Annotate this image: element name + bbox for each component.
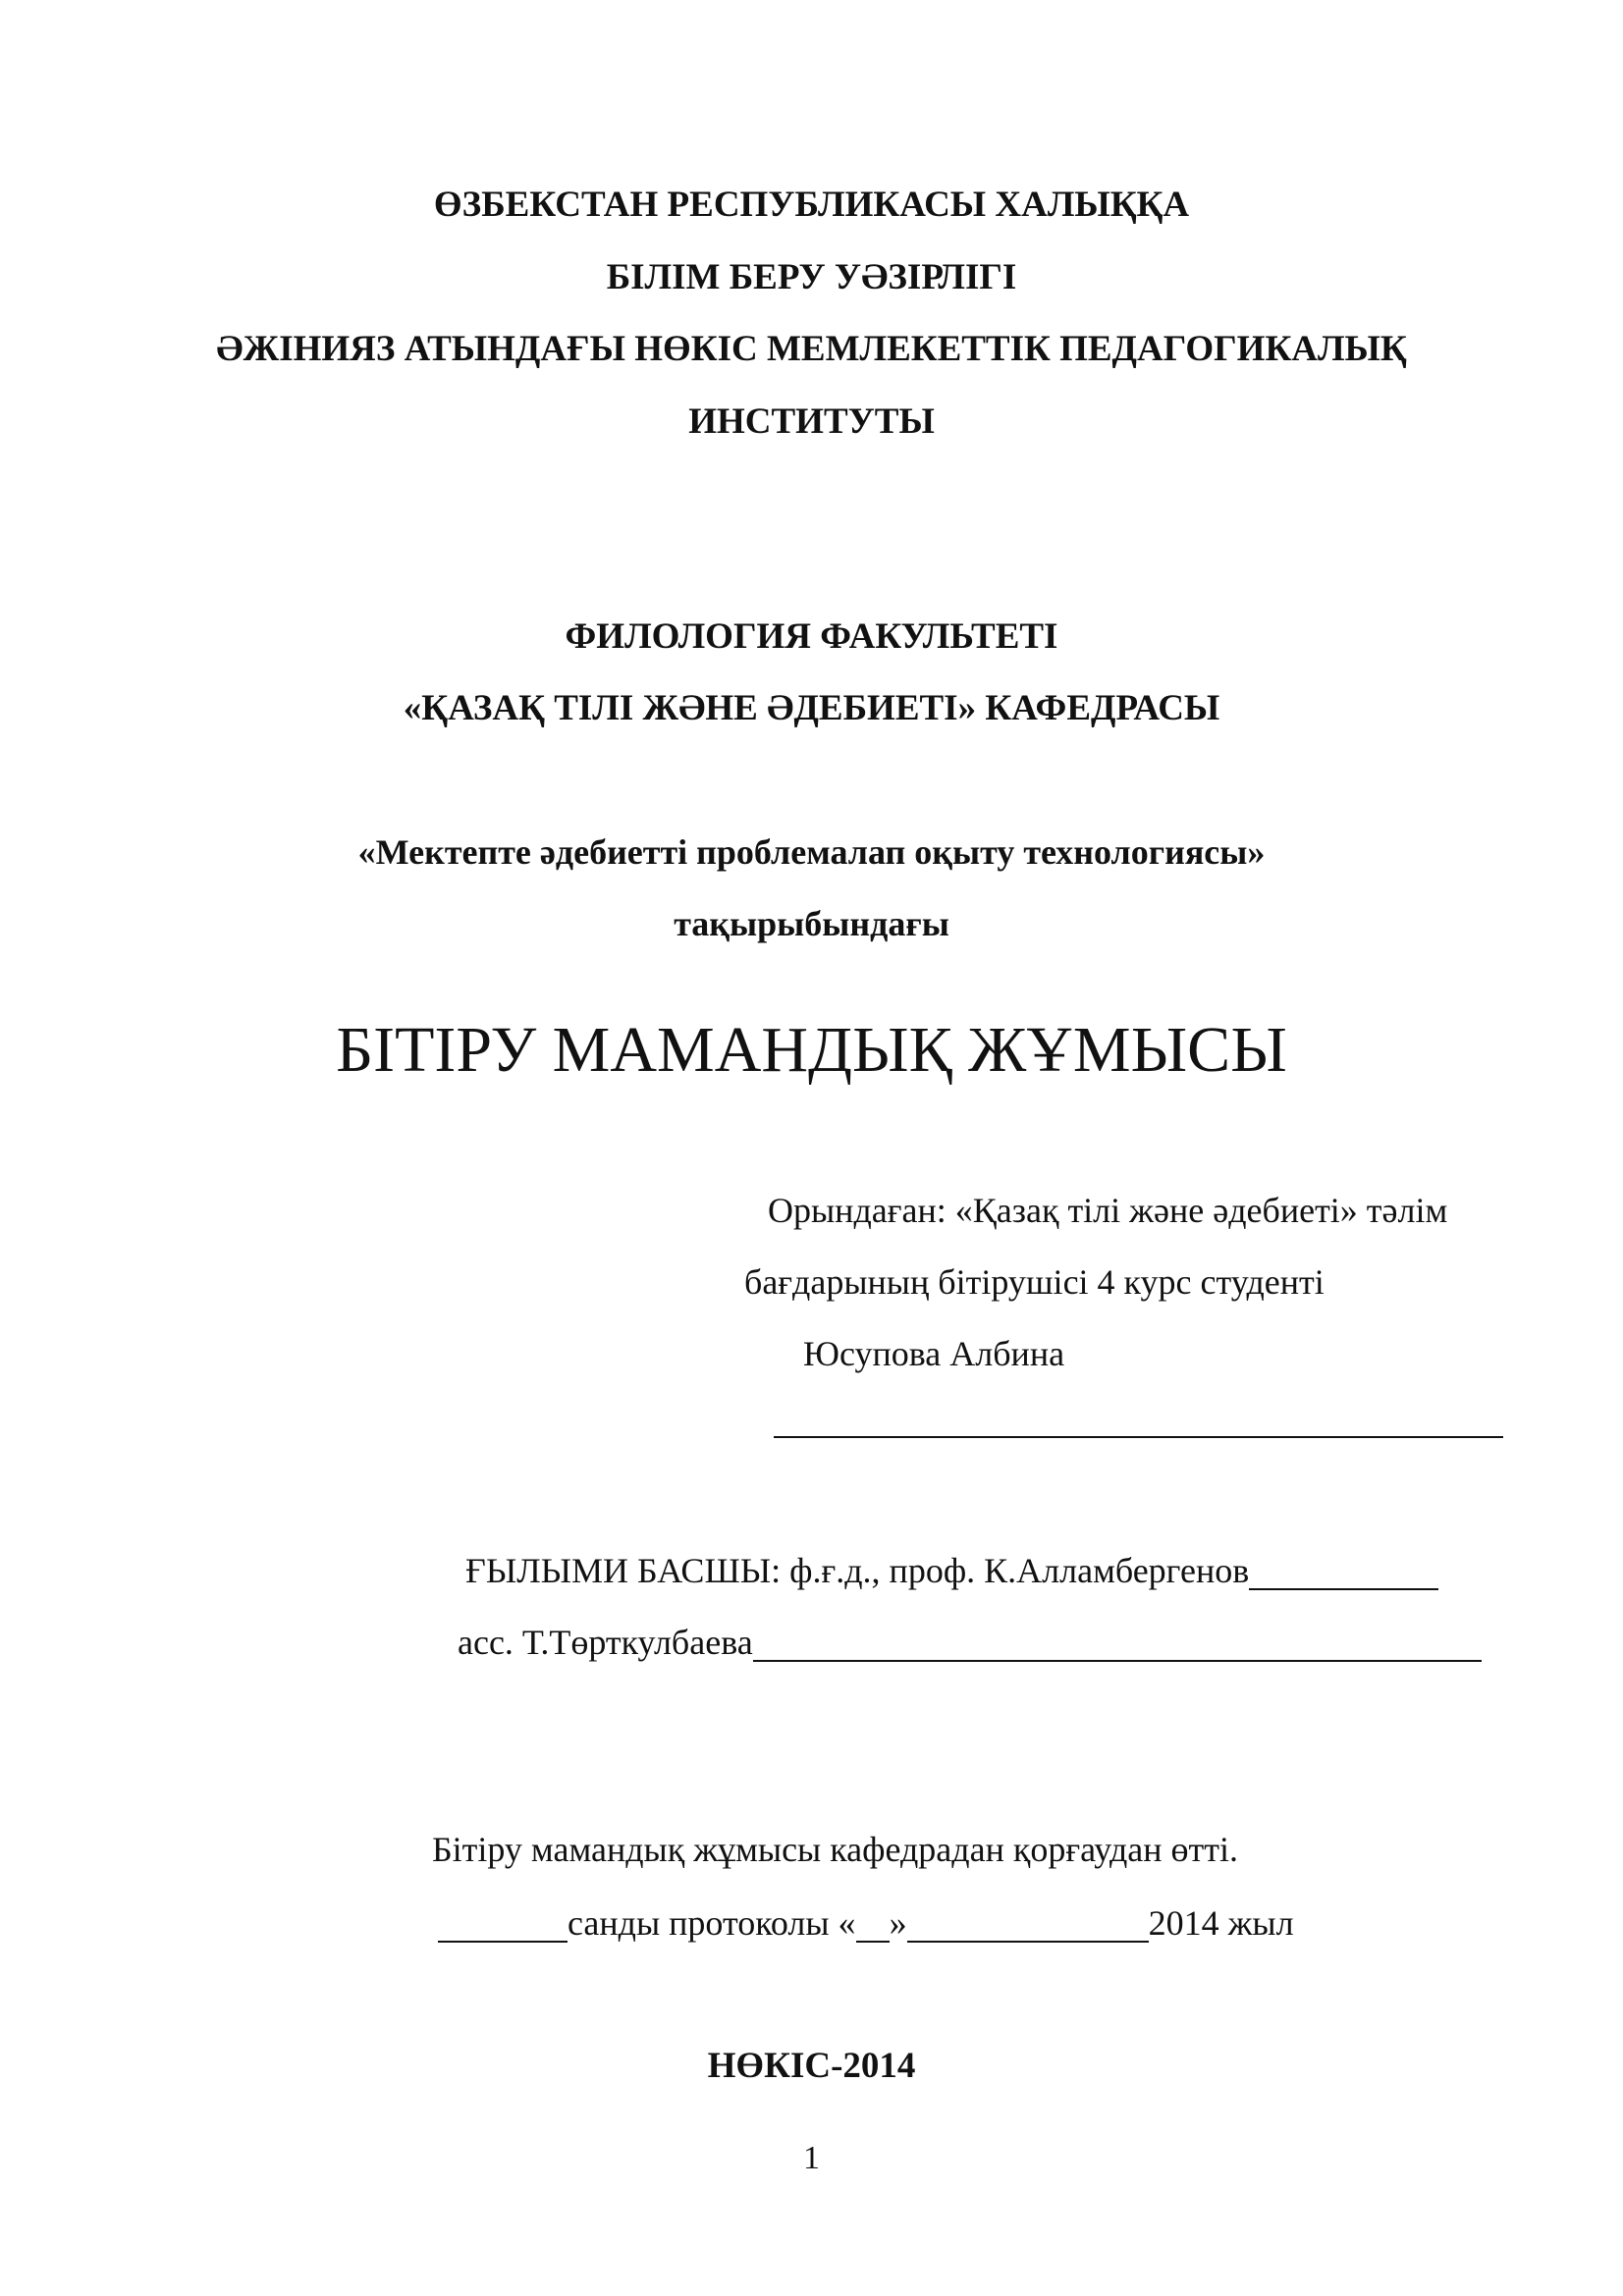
page-number: 1 <box>803 2140 820 2176</box>
thesis-topic-suffix: тақырыбындағы <box>674 904 949 943</box>
assistant-line <box>458 1625 1482 1662</box>
institute-line-2: ИНСТИТУТЫ <box>688 401 935 442</box>
protocol-year: 2014 жыл <box>1148 1903 1294 1943</box>
assistant-signature-blank <box>753 1625 1482 1662</box>
protocol-prefix: санды протоколы « <box>568 1903 856 1943</box>
author-signature-line <box>774 1436 1503 1438</box>
author-line-1: Орындаған: «Қазақ тілі және әдебиеті» тәлім <box>768 1191 1448 1230</box>
ministry-line-2: БІЛІМ БЕРУ УӘЗІРЛІГІ <box>606 257 1017 297</box>
thesis-topic: «Мектепте әдебиетті проблемалап оқыту технологиясы» <box>357 832 1266 872</box>
institute-line-1: ӘЖІНИЯЗ АТЫНДАҒЫ НӨКІС МЕМЛЕКЕТТІК ПЕДАГОГИКАЛЫҚ <box>216 329 1407 369</box>
protocol-month-blank <box>907 1905 1149 1943</box>
author-name: Юсупова Албина <box>803 1334 1065 1373</box>
author-line-2: бағдарының бітірушісі 4 курс студенті <box>744 1262 1325 1302</box>
work-title: БІТІРУ МАМАНДЫҚ ЖҰМЫСЫ <box>336 1014 1287 1086</box>
protocol-line <box>438 1905 1294 1943</box>
supervisor-line <box>465 1553 1438 1590</box>
city-year: НӨКІС-2014 <box>707 2046 916 2086</box>
defense-statement: Бітіру мамандық жұмысы кафедрадан қорғаудан өтті. <box>432 1830 1239 1869</box>
protocol-number-blank <box>438 1905 568 1943</box>
protocol-mid: » <box>889 1903 907 1943</box>
supervisor-signature-blank <box>1249 1553 1438 1590</box>
supervisor-text: ҒЫЛЫМИ БАСШЫ: ф.ғ.д., проф. К.Алламбергенов <box>465 1551 1250 1590</box>
ministry-line-1: ӨЗБЕКСТАН РЕСПУБЛИКАСЫ ХАЛЫҚҚА <box>433 185 1190 225</box>
protocol-day-blank <box>856 1905 890 1943</box>
department-name: «ҚАЗАҚ ТІЛІ ЖӘНЕ ӘДЕБИЕТІ» КАФЕДРАСЫ <box>403 688 1220 728</box>
assistant-text: асс. Т.Төрткулбаева <box>458 1623 753 1662</box>
faculty-name: ФИЛОЛОГИЯ ФАКУЛЬТЕТІ <box>565 616 1058 657</box>
